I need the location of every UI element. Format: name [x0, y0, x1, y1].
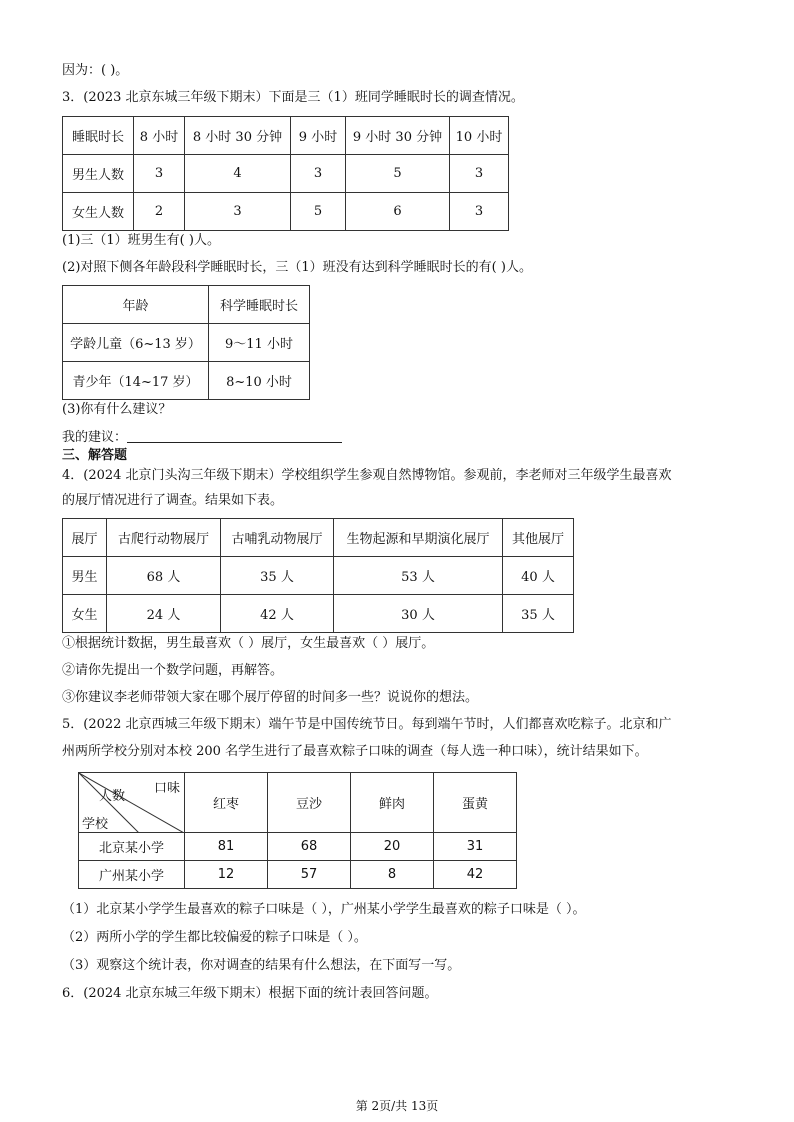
table-row — [63, 324, 310, 362]
suggestion-label: 我的建议： — [62, 430, 128, 445]
zongzi-table — [78, 772, 517, 889]
table-cell: 9～11 小时 — [209, 324, 310, 362]
table-cell: 女生人数 — [63, 193, 134, 231]
table-cell: 8~10 小时 — [209, 362, 310, 400]
table-cell: 3 — [291, 155, 346, 193]
table-cell: 展厅 — [63, 519, 107, 557]
table-cell: 蛋黄 — [434, 773, 517, 833]
table-cell: 古爬行动物展厅 — [107, 519, 221, 557]
table-cell: 鲜肉 — [351, 773, 434, 833]
line-because: 因为：( )。 — [62, 63, 129, 78]
q3-part1: (1)三（1）班男生有( )人。 — [62, 233, 220, 248]
table-cell: 8 — [351, 861, 434, 889]
table-cell: 12 — [185, 861, 268, 889]
table-cell: 6 — [346, 193, 450, 231]
table-cell: 9 小时 30 分钟 — [346, 117, 450, 155]
table-cell: 68 人 — [107, 557, 221, 595]
table-cell: 学龄儿童（6~13 岁） — [63, 324, 209, 362]
q4-part2: ②请你先提出一个数学问题，再解答。 — [62, 663, 284, 678]
corner-label-count: 人数 — [99, 789, 126, 804]
table-cell: 20 — [351, 833, 434, 861]
table-row — [63, 519, 574, 557]
table-cell: 30 人 — [334, 595, 503, 633]
table-cell: 3 — [134, 155, 185, 193]
table-cell: 31 — [434, 833, 517, 861]
table-cell: 8 小时 — [134, 117, 185, 155]
table-row — [63, 193, 509, 231]
table-cell: 35 人 — [221, 557, 334, 595]
table-cell: 68 — [268, 833, 351, 861]
table-cell: 3 — [450, 193, 509, 231]
table-row — [63, 286, 310, 324]
table-cell: 男生人数 — [63, 155, 134, 193]
q4-part3: ③你建议李老师带领大家在哪个展厅停留的时间多一些？说说你的想法。 — [62, 690, 479, 705]
q5-part1: （1）北京某小学学生最喜欢的粽子口味是（ ），广州某小学学生最喜欢的粽子口味是（ ）。 — [62, 902, 586, 917]
q5-title-line2: 州两所学校分别对本校 200 名学生进行了最喜欢粽子口味的调查（每人选一种口味），统计结果如下。 — [62, 744, 648, 759]
table-cell: 5 — [346, 155, 450, 193]
table-cell: 北京某小学 — [79, 833, 185, 861]
age-table — [62, 285, 310, 400]
q3-part3: (3)你有什么建议？ — [62, 402, 172, 417]
table-cell: 3 — [185, 193, 291, 231]
table-cell: 其他展厅 — [503, 519, 574, 557]
table-cell: 42 人 — [221, 595, 334, 633]
table-cell: 科学睡眠时长 — [209, 286, 310, 324]
q5-title-line1: 5．(2022 北京西城三年级下期末）端午节是中国传统节日。每到端午节时，人们都喜欢吃粽子。北京和广 — [62, 717, 672, 732]
table-cell: 2 — [134, 193, 185, 231]
table-cell: 8 小时 30 分钟 — [185, 117, 291, 155]
hall-table — [62, 518, 574, 633]
table-cell: 3 — [450, 155, 509, 193]
table-cell: 9 小时 — [291, 117, 346, 155]
table-cell: 53 人 — [334, 557, 503, 595]
q3-suggestion — [62, 428, 342, 447]
table-cell: 年龄 — [63, 286, 209, 324]
table-row — [63, 117, 509, 155]
table-row — [63, 155, 509, 193]
table-cell: 5 — [291, 193, 346, 231]
table-row — [63, 557, 574, 595]
table-cell: 42 — [434, 861, 517, 889]
q5-part3: （3）观察这个统计表，你对调查的结果有什么想法，在下面写一写。 — [62, 958, 461, 973]
table-cell: 豆沙 — [268, 773, 351, 833]
table-cell: 10 小时 — [450, 117, 509, 155]
table-cell: 女生 — [63, 595, 107, 633]
table-cell: 35 人 — [503, 595, 574, 633]
table-row — [63, 362, 310, 400]
table-row — [79, 833, 517, 861]
section-heading: 三、解答题 — [62, 448, 128, 463]
table-cell: 40 人 — [503, 557, 574, 595]
table-row — [79, 861, 517, 889]
table-cell: 57 — [268, 861, 351, 889]
q4-part1: ①根据统计数据，男生最喜欢（ ）展厅，女生最喜欢（ ）展厅。 — [62, 636, 435, 651]
corner-label-school: 学校 — [82, 817, 109, 832]
q5-part2: （2）两所小学的学生都比较偏爱的粽子口味是（ ）。 — [62, 930, 367, 945]
table-cell: 24 人 — [107, 595, 221, 633]
table-cell: 古哺乳动物展厅 — [221, 519, 334, 557]
table-cell: 4 — [185, 155, 291, 193]
table-row — [63, 595, 574, 633]
q6-title: 6．(2024 北京东城三年级下期末）根据下面的统计表回答问题。 — [62, 986, 438, 1001]
sleep-table — [62, 116, 509, 231]
corner-label-flavor: 口味 — [153, 781, 180, 796]
q3-part2: (2)对照下侧各年龄段科学睡眠时长，三（1）班没有达到科学睡眠时长的有( )人。 — [62, 260, 532, 275]
table-cell: 青少年（14~17 岁） — [63, 362, 209, 400]
q4-title-line1: 4．(2024 北京门头沟三年级下期末）学校组织学生参观自然博物馆。参观前，李老师对三年级学生最喜欢 — [62, 468, 672, 483]
table-cell: 生物起源和早期演化展厅 — [334, 519, 503, 557]
table-row — [79, 773, 517, 833]
table-cell: 广州某小学 — [79, 861, 185, 889]
table-cell: 男生 — [63, 557, 107, 595]
diagonal-header-cell — [79, 773, 185, 833]
q4-title-line2: 的展厅情况进行了调查。结果如下表。 — [62, 493, 284, 508]
suggestion-blank — [127, 428, 342, 443]
q3-title: 3．(2023 北京东城三年级下期末）下面是三（1）班同学睡眠时长的调查情况。 — [62, 90, 524, 105]
page-footer: 第 2页/共 13页 — [355, 1099, 439, 1113]
table-cell: 81 — [185, 833, 268, 861]
table-cell: 红枣 — [185, 773, 268, 833]
table-cell: 睡眠时长 — [63, 117, 134, 155]
